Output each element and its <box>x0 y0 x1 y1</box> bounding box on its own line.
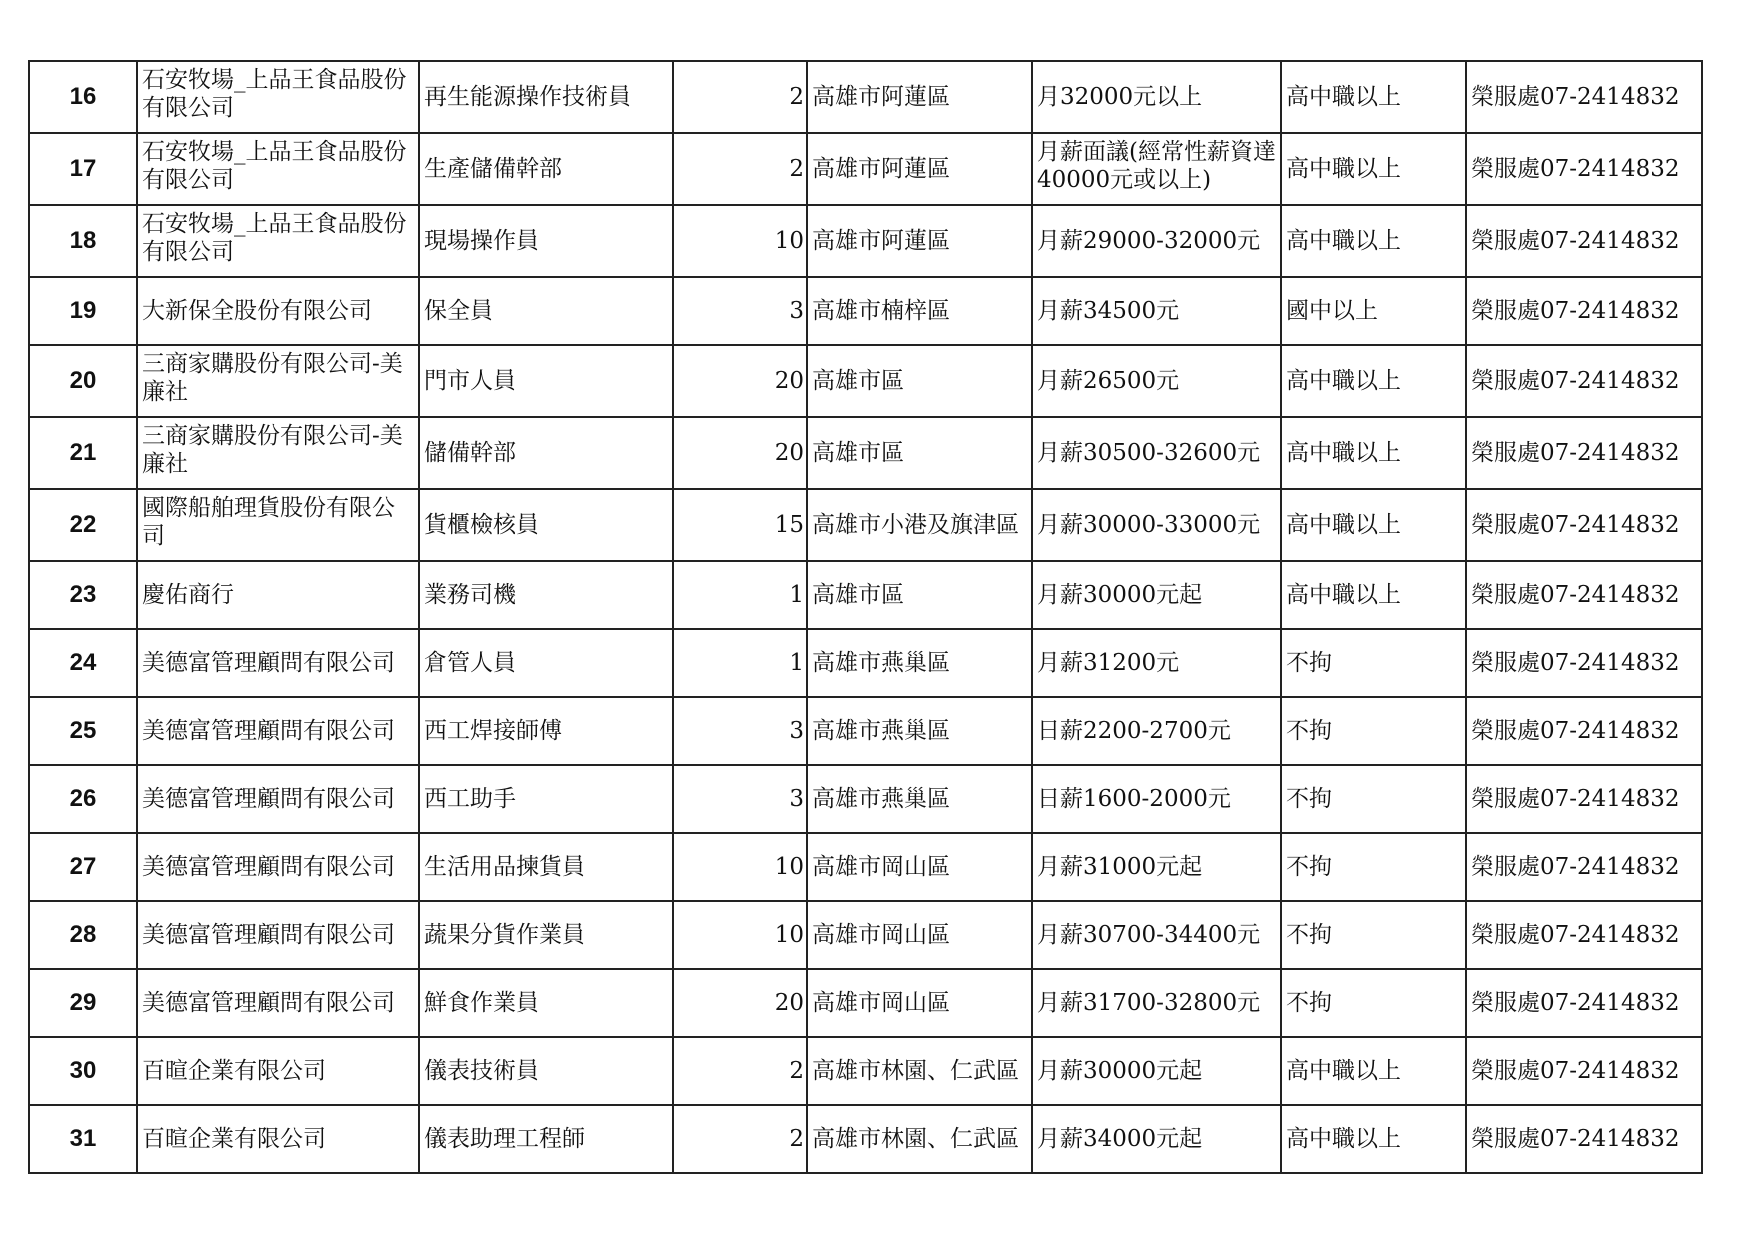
job-title-cell: 倉管人員 <box>419 629 673 697</box>
headcount-cell: 2 <box>673 1105 807 1173</box>
job-title-cell: 門市人員 <box>419 345 673 417</box>
headcount-cell: 1 <box>673 629 807 697</box>
job-title-cell: 儀表助理工程師 <box>419 1105 673 1173</box>
company-name-cell: 美德富管理顧問有限公司 <box>137 697 419 765</box>
work-location-cell: 高雄市燕巢區 <box>807 629 1032 697</box>
contact-cell: 榮服處07-2414832 <box>1466 697 1702 765</box>
company-name-cell: 國際船舶理貨股份有限公司 <box>137 489 419 561</box>
row-number-cell: 28 <box>29 901 137 969</box>
company-name-cell: 美德富管理顧問有限公司 <box>137 629 419 697</box>
company-name-cell: 美德富管理顧問有限公司 <box>137 765 419 833</box>
education-requirement-cell: 高中職以上 <box>1281 417 1466 489</box>
headcount-cell: 2 <box>673 133 807 205</box>
salary-cell: 月薪30500-32600元 <box>1032 417 1281 489</box>
work-location-cell: 高雄市楠梓區 <box>807 277 1032 345</box>
work-location-cell: 高雄市小港及旗津區 <box>807 489 1032 561</box>
job-title-cell: 儀表技術員 <box>419 1037 673 1105</box>
row-number-cell: 29 <box>29 969 137 1037</box>
work-location-cell: 高雄市阿蓮區 <box>807 133 1032 205</box>
salary-cell: 月薪30000-33000元 <box>1032 489 1281 561</box>
salary-cell: 月32000元以上 <box>1032 61 1281 133</box>
salary-cell: 月薪面議(經常性薪資達40000元或以上) <box>1032 133 1281 205</box>
work-location-cell: 高雄市區 <box>807 417 1032 489</box>
row-number-cell: 19 <box>29 277 137 345</box>
table-row <box>29 697 1702 765</box>
headcount-cell: 10 <box>673 901 807 969</box>
company-name-cell: 大新保全股份有限公司 <box>137 277 419 345</box>
table-row <box>29 489 1702 561</box>
job-title-cell: 生產儲備幹部 <box>419 133 673 205</box>
contact-cell: 榮服處07-2414832 <box>1466 205 1702 277</box>
row-number-cell: 22 <box>29 489 137 561</box>
company-name-cell: 百暄企業有限公司 <box>137 1037 419 1105</box>
contact-cell: 榮服處07-2414832 <box>1466 1105 1702 1173</box>
salary-cell: 日薪1600-2000元 <box>1032 765 1281 833</box>
education-requirement-cell: 高中職以上 <box>1281 133 1466 205</box>
row-number-cell: 24 <box>29 629 137 697</box>
table-row <box>29 345 1702 417</box>
job-title-cell: 貨櫃檢核員 <box>419 489 673 561</box>
work-location-cell: 高雄市林園、仁武區 <box>807 1037 1032 1105</box>
table-row <box>29 765 1702 833</box>
company-name-cell: 石安牧場_上品王食品股份有限公司 <box>137 205 419 277</box>
headcount-cell: 2 <box>673 1037 807 1105</box>
table-row <box>29 561 1702 629</box>
headcount-cell: 3 <box>673 765 807 833</box>
table-row <box>29 417 1702 489</box>
contact-cell: 榮服處07-2414832 <box>1466 489 1702 561</box>
row-number-cell: 25 <box>29 697 137 765</box>
table-row <box>29 133 1702 205</box>
company-name-cell: 美德富管理顧問有限公司 <box>137 969 419 1037</box>
job-listing-table <box>28 60 1703 1174</box>
salary-cell: 月薪29000-32000元 <box>1032 205 1281 277</box>
table-row <box>29 969 1702 1037</box>
education-requirement-cell: 高中職以上 <box>1281 345 1466 417</box>
job-title-cell: 保全員 <box>419 277 673 345</box>
company-name-cell: 三商家購股份有限公司-美廉社 <box>137 345 419 417</box>
contact-cell: 榮服處07-2414832 <box>1466 1037 1702 1105</box>
contact-cell: 榮服處07-2414832 <box>1466 629 1702 697</box>
headcount-cell: 15 <box>673 489 807 561</box>
education-requirement-cell: 國中以上 <box>1281 277 1466 345</box>
job-title-cell: 現場操作員 <box>419 205 673 277</box>
company-name-cell: 百暄企業有限公司 <box>137 1105 419 1173</box>
job-title-cell: 鮮食作業員 <box>419 969 673 1037</box>
headcount-cell: 3 <box>673 277 807 345</box>
education-requirement-cell: 不拘 <box>1281 833 1466 901</box>
salary-cell: 月薪31700-32800元 <box>1032 969 1281 1037</box>
table-row <box>29 629 1702 697</box>
education-requirement-cell: 高中職以上 <box>1281 205 1466 277</box>
contact-cell: 榮服處07-2414832 <box>1466 969 1702 1037</box>
row-number-cell: 27 <box>29 833 137 901</box>
headcount-cell: 20 <box>673 969 807 1037</box>
education-requirement-cell: 高中職以上 <box>1281 1037 1466 1105</box>
salary-cell: 月薪30000元起 <box>1032 1037 1281 1105</box>
row-number-cell: 21 <box>29 417 137 489</box>
work-location-cell: 高雄市阿蓮區 <box>807 61 1032 133</box>
headcount-cell: 1 <box>673 561 807 629</box>
salary-cell: 月薪26500元 <box>1032 345 1281 417</box>
education-requirement-cell: 高中職以上 <box>1281 489 1466 561</box>
work-location-cell: 高雄市燕巢區 <box>807 697 1032 765</box>
contact-cell: 榮服處07-2414832 <box>1466 345 1702 417</box>
education-requirement-cell: 不拘 <box>1281 697 1466 765</box>
education-requirement-cell: 不拘 <box>1281 969 1466 1037</box>
company-name-cell: 石安牧場_上品王食品股份有限公司 <box>137 133 419 205</box>
company-name-cell: 石安牧場_上品王食品股份有限公司 <box>137 61 419 133</box>
row-number-cell: 18 <box>29 205 137 277</box>
contact-cell: 榮服處07-2414832 <box>1466 277 1702 345</box>
contact-cell: 榮服處07-2414832 <box>1466 417 1702 489</box>
headcount-cell: 20 <box>673 345 807 417</box>
row-number-cell: 26 <box>29 765 137 833</box>
education-requirement-cell: 高中職以上 <box>1281 561 1466 629</box>
work-location-cell: 高雄市區 <box>807 561 1032 629</box>
work-location-cell: 高雄市燕巢區 <box>807 765 1032 833</box>
salary-cell: 日薪2200-2700元 <box>1032 697 1281 765</box>
work-location-cell: 高雄市岡山區 <box>807 833 1032 901</box>
headcount-cell: 3 <box>673 697 807 765</box>
job-title-cell: 再生能源操作技術員 <box>419 61 673 133</box>
table-row <box>29 61 1702 133</box>
row-number-cell: 20 <box>29 345 137 417</box>
table-row <box>29 277 1702 345</box>
education-requirement-cell: 不拘 <box>1281 901 1466 969</box>
company-name-cell: 美德富管理顧問有限公司 <box>137 901 419 969</box>
work-location-cell: 高雄市阿蓮區 <box>807 205 1032 277</box>
contact-cell: 榮服處07-2414832 <box>1466 765 1702 833</box>
table-row <box>29 1037 1702 1105</box>
job-title-cell: 西工助手 <box>419 765 673 833</box>
job-title-cell: 西工焊接師傅 <box>419 697 673 765</box>
salary-cell: 月薪30000元起 <box>1032 561 1281 629</box>
contact-cell: 榮服處07-2414832 <box>1466 61 1702 133</box>
job-title-cell: 儲備幹部 <box>419 417 673 489</box>
job-title-cell: 業務司機 <box>419 561 673 629</box>
table-row <box>29 901 1702 969</box>
work-location-cell: 高雄市岡山區 <box>807 901 1032 969</box>
salary-cell: 月薪34000元起 <box>1032 1105 1281 1173</box>
table-row <box>29 833 1702 901</box>
row-number-cell: 31 <box>29 1105 137 1173</box>
company-name-cell: 三商家購股份有限公司-美廉社 <box>137 417 419 489</box>
salary-cell: 月薪31200元 <box>1032 629 1281 697</box>
table-row <box>29 205 1702 277</box>
row-number-cell: 17 <box>29 133 137 205</box>
row-number-cell: 23 <box>29 561 137 629</box>
salary-cell: 月薪31000元起 <box>1032 833 1281 901</box>
contact-cell: 榮服處07-2414832 <box>1466 833 1702 901</box>
job-title-cell: 生活用品揀貨員 <box>419 833 673 901</box>
contact-cell: 榮服處07-2414832 <box>1466 133 1702 205</box>
salary-cell: 月薪34500元 <box>1032 277 1281 345</box>
row-number-cell: 30 <box>29 1037 137 1105</box>
work-location-cell: 高雄市岡山區 <box>807 969 1032 1037</box>
education-requirement-cell: 高中職以上 <box>1281 1105 1466 1173</box>
table-row <box>29 1105 1702 1173</box>
work-location-cell: 高雄市林園、仁武區 <box>807 1105 1032 1173</box>
company-name-cell: 美德富管理顧問有限公司 <box>137 833 419 901</box>
job-title-cell: 蔬果分貨作業員 <box>419 901 673 969</box>
headcount-cell: 10 <box>673 833 807 901</box>
contact-cell: 榮服處07-2414832 <box>1466 561 1702 629</box>
headcount-cell: 20 <box>673 417 807 489</box>
education-requirement-cell: 高中職以上 <box>1281 61 1466 133</box>
education-requirement-cell: 不拘 <box>1281 629 1466 697</box>
salary-cell: 月薪30700-34400元 <box>1032 901 1281 969</box>
company-name-cell: 慶佑商行 <box>137 561 419 629</box>
work-location-cell: 高雄市區 <box>807 345 1032 417</box>
job-table-body <box>29 61 1702 1173</box>
headcount-cell: 10 <box>673 205 807 277</box>
contact-cell: 榮服處07-2414832 <box>1466 901 1702 969</box>
education-requirement-cell: 不拘 <box>1281 765 1466 833</box>
headcount-cell: 2 <box>673 61 807 133</box>
row-number-cell: 16 <box>29 61 137 133</box>
